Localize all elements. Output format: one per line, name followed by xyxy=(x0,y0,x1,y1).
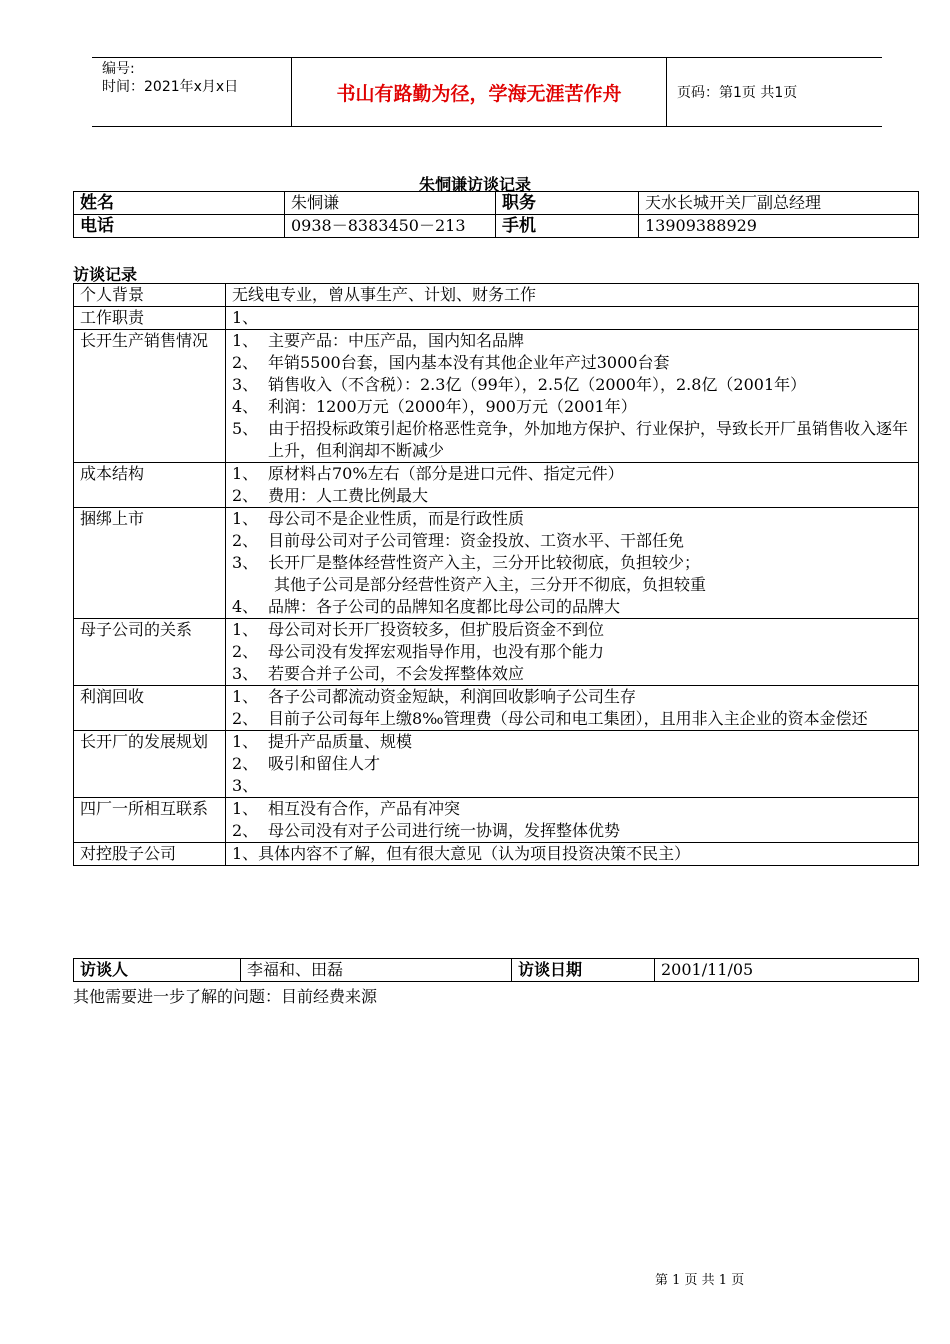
list-item xyxy=(232,418,918,462)
list-item xyxy=(232,352,918,374)
list-item xyxy=(232,731,918,753)
item-text: 母公司对长开厂投资较多，但扩股后资金不到位 xyxy=(268,620,605,639)
row-content xyxy=(226,619,919,686)
number-label: 编号: xyxy=(102,61,135,77)
list-item xyxy=(232,485,918,507)
item-text: 母公司不是企业性质，而是行政性质 xyxy=(268,509,525,528)
content-line: 无线电专业，曾从事生产、计划、财务工作 xyxy=(232,285,537,304)
list-item xyxy=(232,330,918,352)
list-item xyxy=(232,619,918,641)
item-text: 母公司没有对子公司进行统一协调，发挥整体优势 xyxy=(268,821,621,840)
item-number: 1、 xyxy=(232,799,259,818)
row-content xyxy=(226,798,919,843)
item-number: 1、 xyxy=(232,732,259,751)
row-key: 个人背景 xyxy=(74,284,226,307)
list-item xyxy=(232,574,918,596)
list-item xyxy=(232,463,918,485)
item-text xyxy=(268,775,918,797)
item-text: 费用：人工费比例最大 xyxy=(268,486,429,505)
footer-table xyxy=(73,958,919,982)
position-label: 职务 xyxy=(496,192,639,215)
list-item xyxy=(232,508,918,530)
row-content xyxy=(226,843,919,866)
content-line: 1、 xyxy=(232,308,259,327)
mobile-value: 13909388929 xyxy=(639,215,919,238)
phone-value: 0938－8383450－213 xyxy=(285,215,496,238)
row-content xyxy=(226,284,919,307)
header-page-label: 页码：第1页 共1页 xyxy=(677,85,798,101)
row-content xyxy=(226,508,919,619)
item-number: 2、 xyxy=(232,821,259,840)
list-item xyxy=(232,552,918,574)
item-text: 若要合并子公司，不会发挥整体效应 xyxy=(268,664,525,683)
row-key: 长开生产销售情况 xyxy=(74,330,226,463)
table-row xyxy=(74,843,919,866)
row-content xyxy=(226,463,919,508)
item-number: 1、 xyxy=(232,509,259,528)
item-text: 原材料占70%左右（部分是进口元件、指定元件） xyxy=(268,464,624,483)
header-motto: 书山有路勤为径，学海无涯苦作舟 xyxy=(292,58,667,126)
table-row xyxy=(74,508,919,619)
row-key: 成本结构 xyxy=(74,463,226,508)
item-text: 相互没有合作，产品有冲突 xyxy=(268,799,461,818)
row-key: 捆绑上市 xyxy=(74,508,226,619)
item-number: 3、 xyxy=(232,553,259,572)
row-content xyxy=(226,686,919,731)
item-number: 2、 xyxy=(232,486,259,505)
table-row xyxy=(74,731,919,798)
phone-label: 电话 xyxy=(74,215,285,238)
item-number: 2、 xyxy=(232,531,259,550)
item-number: 2、 xyxy=(232,754,259,773)
list-item xyxy=(232,820,918,842)
item-number: 3、 xyxy=(232,664,259,683)
time-label: 时间：2021年x月x日 xyxy=(102,79,239,95)
date-value: 2001/11/05 xyxy=(655,959,919,982)
item-number: 4、 xyxy=(232,397,259,416)
item-text: 提升产品质量、规模 xyxy=(268,732,413,751)
content-line: 1、具体内容不了解，但有很大意见（认为项目投资决策不民主） xyxy=(232,844,691,863)
item-number: 2、 xyxy=(232,642,259,661)
document-title: 朱恫谦访谈记录 xyxy=(418,175,531,194)
item-number: 5、 xyxy=(232,419,259,438)
item-number: 1、 xyxy=(232,464,259,483)
table-row xyxy=(74,330,919,463)
row-content xyxy=(226,731,919,798)
position-value: 天水长城开关厂副总经理 xyxy=(639,192,919,215)
item-text: 吸引和留住人才 xyxy=(268,754,381,773)
row-content xyxy=(226,330,919,463)
row-key: 长开厂的发展规划 xyxy=(74,731,226,798)
row-key: 对控股子公司 xyxy=(74,843,226,866)
item-text: 由于招投标政策引起价格恶性竞争，外加地方保护、行业保护，导致长开厂虽销售收入逐年上升，但利润却不断减少 xyxy=(268,419,909,460)
item-number: 1、 xyxy=(232,331,259,350)
item-number: 3、 xyxy=(232,375,259,394)
item-number: 4、 xyxy=(232,597,259,616)
item-number: 3、 xyxy=(232,776,259,795)
interview-table xyxy=(73,283,919,866)
item-number: 1、 xyxy=(232,620,259,639)
item-text: 目前母公司对子公司管理：资金投放、工资水平、干部任免 xyxy=(268,531,685,550)
item-text: 母公司没有发挥宏观指导作用，也没有那个能力 xyxy=(268,642,605,661)
section-title: 访谈记录 xyxy=(73,265,138,284)
info-table xyxy=(73,191,919,238)
row-key: 工作职责 xyxy=(74,307,226,330)
item-text: 品牌：各子公司的品牌知名度都比母公司的品牌大 xyxy=(268,597,621,616)
table-row xyxy=(74,686,919,731)
table-row xyxy=(74,463,919,508)
date-label: 访谈日期 xyxy=(512,959,655,982)
mobile-label: 手机 xyxy=(496,215,639,238)
list-item xyxy=(232,775,918,797)
item-text: 销售收入（不含税）：2.3亿（99年），2.5亿（2000年），2.8亿（2001年） xyxy=(268,375,807,394)
item-number: 2、 xyxy=(232,709,259,728)
other-questions: 其他需要进一步了解的问题：目前经费来源 xyxy=(73,987,378,1006)
item-text: 年销5500台套，国内基本没有其他企业年产过3000台套 xyxy=(268,353,670,372)
row-key: 母子公司的关系 xyxy=(74,619,226,686)
interviewer-label: 访谈人 xyxy=(74,959,241,982)
list-item xyxy=(232,530,918,552)
list-item xyxy=(232,596,918,618)
list-item xyxy=(232,374,918,396)
item-text: 利润：1200万元（2000年），900万元（2001年） xyxy=(268,397,637,416)
item-number: 2、 xyxy=(232,353,259,372)
table-row xyxy=(74,284,919,307)
page-header xyxy=(92,57,882,127)
interviewer-value: 李福和、田磊 xyxy=(241,959,512,982)
table-row xyxy=(74,619,919,686)
item-number: 1、 xyxy=(232,687,259,706)
item-text: 主要产品：中压产品，国内知名品牌 xyxy=(268,331,525,350)
list-item xyxy=(232,798,918,820)
row-key: 利润回收 xyxy=(74,686,226,731)
header-meta xyxy=(92,58,292,126)
list-item xyxy=(232,708,918,730)
table-row xyxy=(74,798,919,843)
name-value: 朱恫谦 xyxy=(285,192,496,215)
item-text: 长开厂是整体经营性资产入主，三分开比较彻底，负担较少； xyxy=(268,553,701,572)
list-item xyxy=(232,686,918,708)
item-text: 目前子公司每年上缴8‰管理费（母公司和电工集团），且用非入主企业的资本金偿还 xyxy=(268,709,868,728)
row-content xyxy=(226,307,919,330)
list-item xyxy=(232,753,918,775)
table-row xyxy=(74,307,919,330)
list-item xyxy=(232,396,918,418)
page-number: 第 1 页 共 1 页 xyxy=(655,1273,745,1288)
list-item xyxy=(232,663,918,685)
name-label: 姓名 xyxy=(74,192,285,215)
item-text: 各子公司都流动资金短缺，利润回收影响子公司生存 xyxy=(268,687,637,706)
row-key: 四厂一所相互联系 xyxy=(74,798,226,843)
list-item xyxy=(232,641,918,663)
item-text: 其他子公司是部分经营性资产入主，三分开不彻底，负担较重 xyxy=(274,575,707,594)
